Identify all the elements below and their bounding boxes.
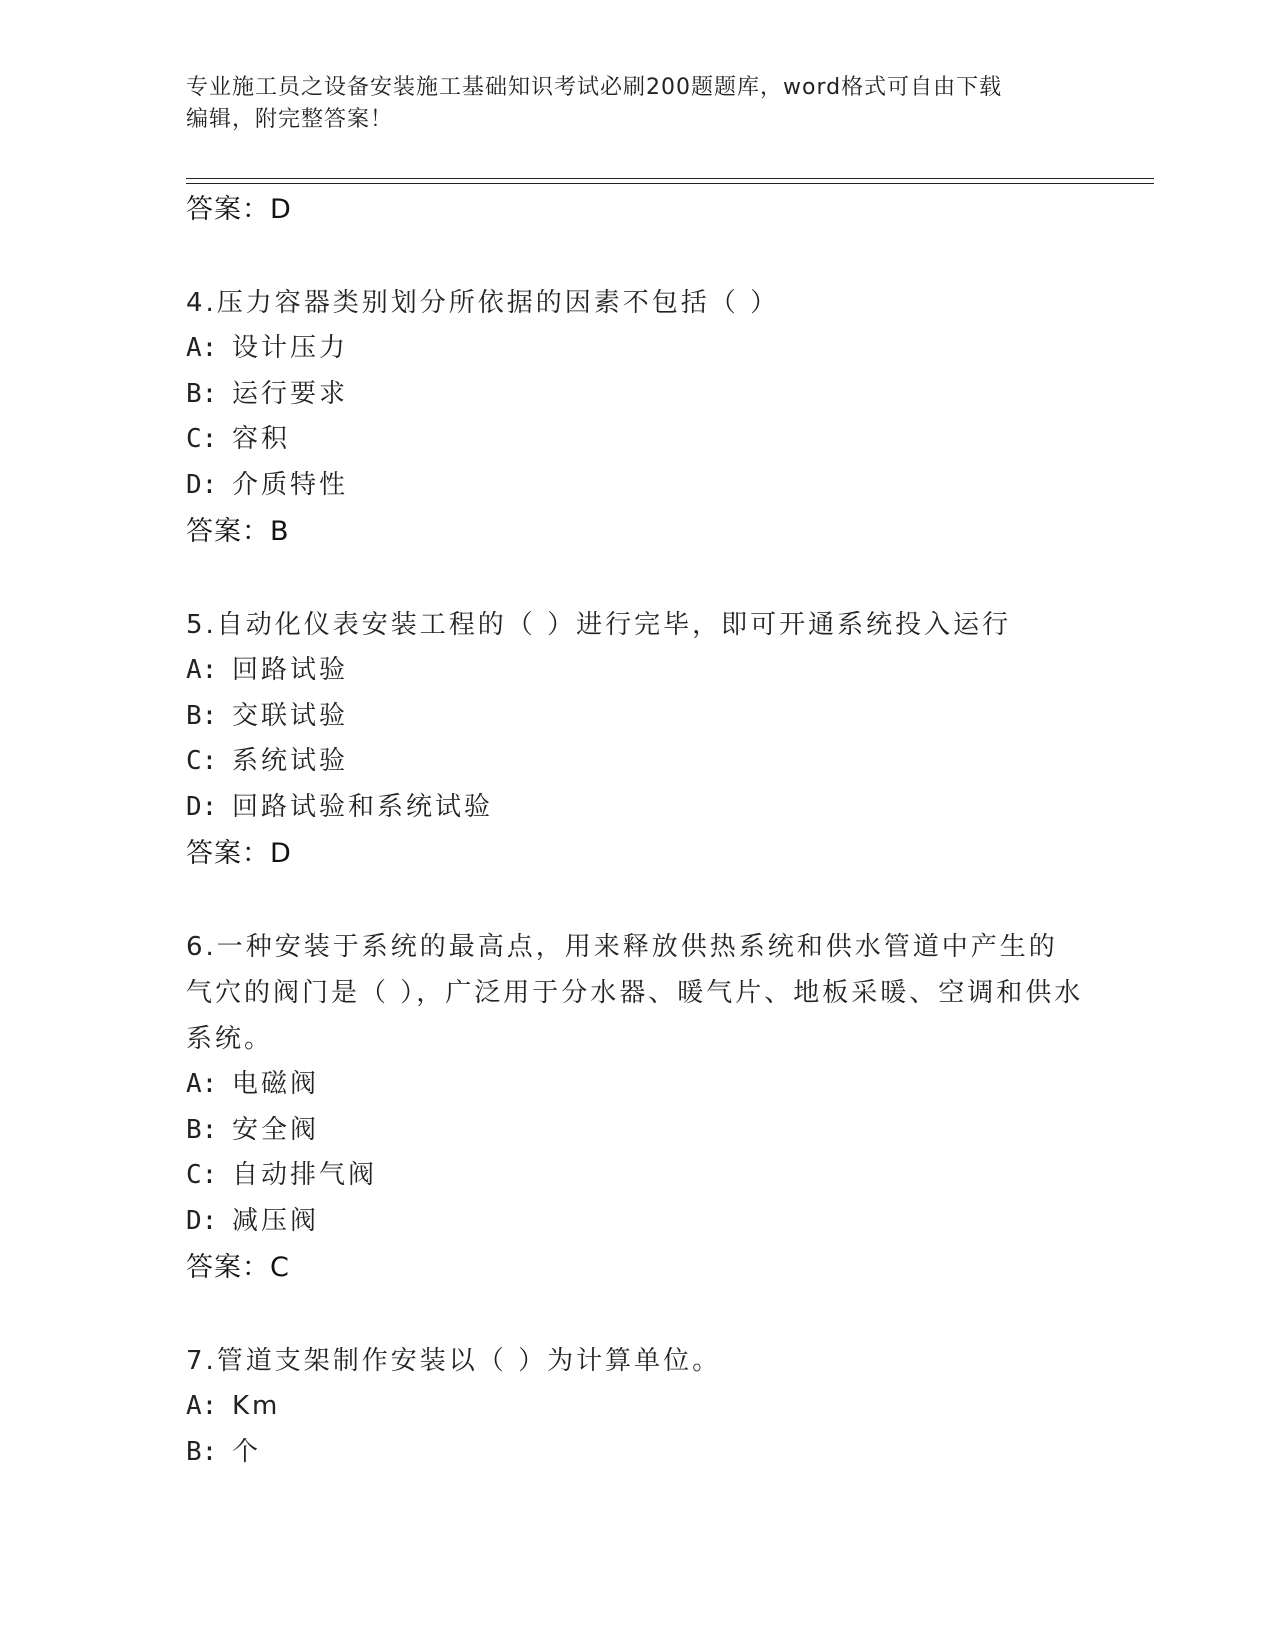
question-list	[186, 186, 1086, 1475]
question-stem: 7.管道支架制作安装以（ ）为计算单位。	[186, 1346, 722, 1376]
question-stem: 4.压力容器类别划分所依据的因素不包括（ ）	[186, 288, 780, 318]
option-d	[186, 1199, 1086, 1245]
option-letter: A:	[186, 655, 218, 685]
option-letter: D:	[186, 791, 218, 822]
answer-line: 答案：D	[186, 838, 292, 869]
answer-line: 答案：B	[186, 516, 290, 547]
option-b	[186, 694, 1086, 740]
option-letter: A:	[186, 1391, 218, 1421]
question-stem: 6.一种安装于系统的最高点，用来释放供热系统和供水管道中产生的气穴的阀门是（ ），广泛用于分水器、暖气片、地板采暖、空调和供水系统。	[186, 932, 1084, 1054]
option-d	[186, 463, 1086, 509]
header-title-line-2: 编辑，附完整答案！	[186, 107, 394, 132]
option-letter: C:	[186, 1160, 218, 1190]
question-item	[186, 280, 1086, 556]
option-text: 系统试验	[232, 746, 349, 776]
option-b	[186, 1430, 1086, 1476]
option-text: 减压阀	[232, 1205, 320, 1236]
option-letter: D:	[186, 1205, 218, 1236]
document-header	[186, 72, 1066, 136]
option-text: 安全阀	[232, 1114, 320, 1145]
header-title-line-1: 专业施工员之设备安装施工基础知识考试必刷200题题库，word格式可自由下载	[186, 75, 1003, 100]
option-text: 回路试验	[232, 655, 349, 685]
option-text: 设计压力	[232, 333, 349, 363]
option-a	[186, 1384, 1086, 1430]
option-text: 介质特性	[232, 469, 349, 500]
option-text: 个	[232, 1436, 262, 1467]
question-item	[186, 924, 1086, 1292]
answer-line: 答案：D	[186, 194, 292, 225]
option-text: 电磁阀	[232, 1069, 320, 1099]
option-c	[186, 1153, 1086, 1199]
option-text: 交联试验	[232, 700, 349, 731]
option-c	[186, 417, 1086, 463]
option-d	[186, 785, 1086, 831]
option-text: 运行要求	[232, 378, 349, 409]
option-text: 回路试验和系统试验	[232, 791, 494, 822]
option-a	[186, 326, 1086, 372]
answer-line: 答案：C	[186, 1252, 290, 1283]
option-b	[186, 372, 1086, 418]
question-item	[186, 1338, 1086, 1475]
option-a	[186, 1062, 1086, 1108]
option-letter: B:	[186, 1114, 218, 1145]
header-divider-bottom	[186, 183, 1154, 184]
option-letter: B:	[186, 378, 218, 409]
option-text: 自动排气阀	[232, 1160, 378, 1190]
option-letter: C:	[186, 424, 218, 454]
option-letter: B:	[186, 1436, 218, 1467]
option-b	[186, 1108, 1086, 1154]
option-letter: D:	[186, 469, 218, 500]
option-letter: C:	[186, 746, 218, 776]
header-divider-top	[186, 178, 1154, 179]
question-stem: 5.自动化仪表安装工程的（ ）进行完毕，即可开通系统投入运行	[186, 610, 1012, 640]
question-item	[186, 602, 1086, 878]
option-letter: B:	[186, 700, 218, 731]
option-text: Km	[232, 1391, 281, 1421]
option-letter: A:	[186, 333, 218, 363]
option-letter: A:	[186, 1069, 218, 1099]
option-a	[186, 648, 1086, 694]
option-c	[186, 739, 1086, 785]
option-text: 容积	[232, 424, 291, 454]
